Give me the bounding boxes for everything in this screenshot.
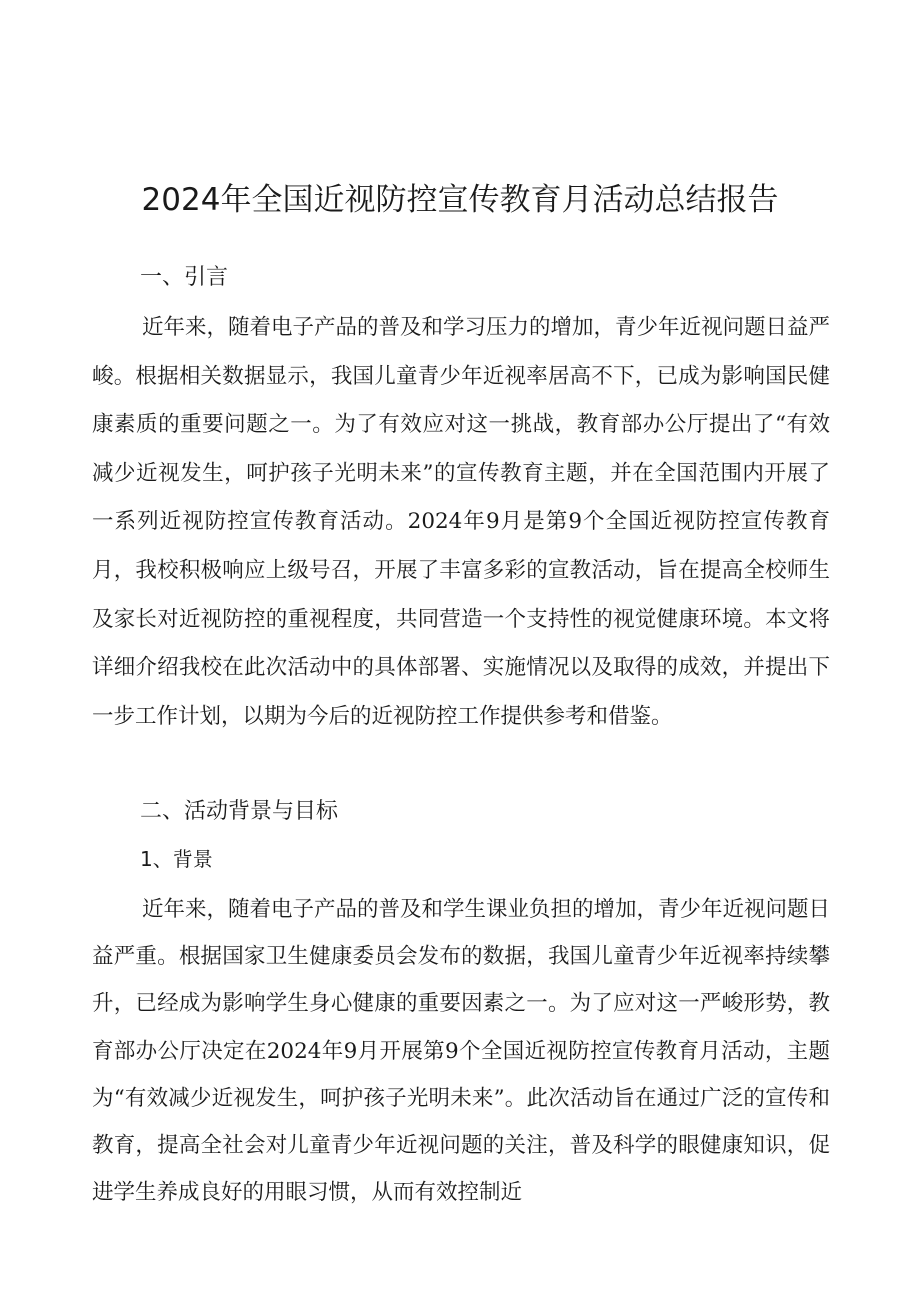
document-title: 2024年全国近视防控宣传教育月活动总结报告 (141, 181, 779, 218)
section-heading-background-goals: 二、活动背景与目标 (140, 799, 339, 824)
background-paragraph: 近年来，随着电子产品的普及和学生课业负担的增加，青少年近视问题日益严重。根据国家卫生健康委员会发布的数据，我国儿童青少年近视率持续攀升，已经成为影响学生身心健康的重要因素之一。为了应对这一严峻形势，教育部办公厅决定在2024年9月开展第9个全国近视防控宣传教育月活动，主题为“有效减少近视发生，呵护孩子光明未来”。此次活动旨在通过广泛的宣传和教育，提高全社会对儿童青少年近视问题的关注，普及科学的眼健康知识，促进学生养成良好的用眼习惯，从而有效控制近 (92, 897, 831, 1206)
section-heading-introduction: 一、引言 (140, 265, 229, 290)
subsection-heading-background: 1、背景 (140, 847, 213, 871)
introduction-paragraph: 近年来，随着电子产品的普及和学习压力的增加，青少年近视问题日益严峻。根据相关数据显示，我国儿童青少年近视率居高不下，已成为影响国民健康素质的重要问题之一。为了有效应对这一挑战，教育部办公厅提出了“有效减少近视发生，呵护孩子光明未来”的宣传教育主题，并在全国范围内开展了一系列近视防控宣传教育活动。2024年9月是第9个全国近视防控宣传教育月，我校积极响应上级号召，开展了丰富多彩的宣教活动，旨在提高全校师生及家长对近视防控的重视程度，共同营造一个支持性的视觉健康环境。本文将详细介绍我校在此次活动中的具体部署、实施情况以及取得的成效，并提出下一步工作计划，以期为今后的近视防控工作提供参考和借鉴。 (92, 315, 831, 729)
